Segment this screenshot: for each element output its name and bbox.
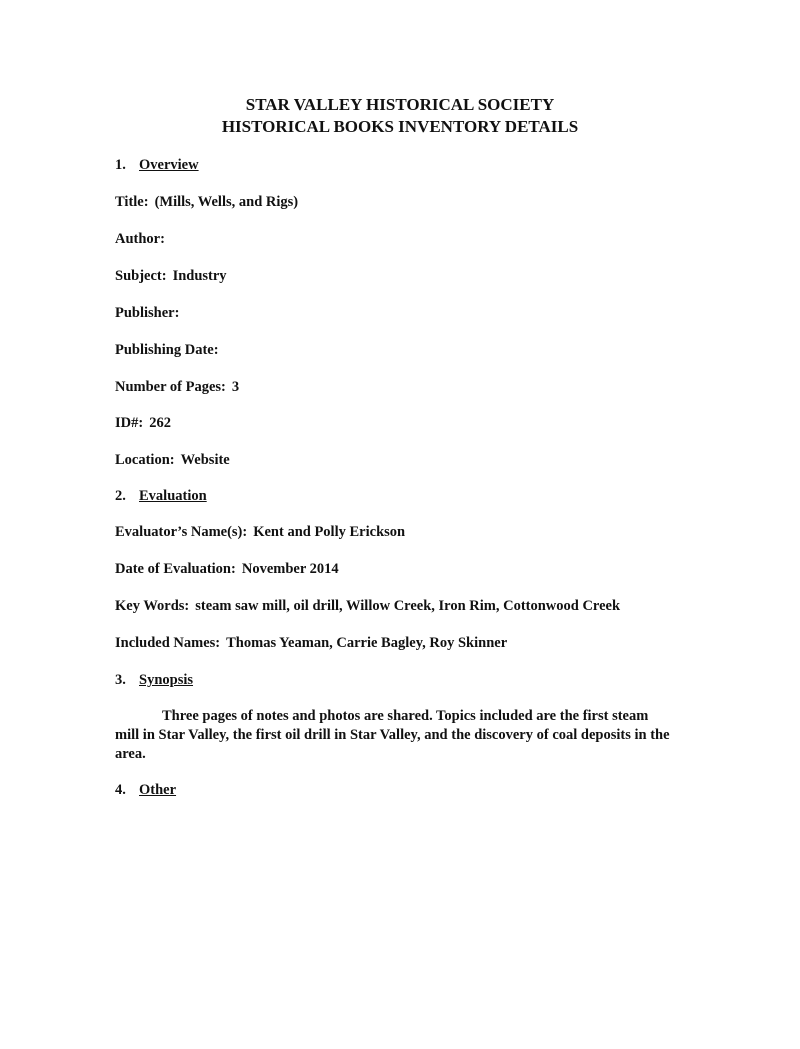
inventory-title: HISTORICAL BOOKS INVENTORY DETAILS [221,117,579,136]
pages-field [115,378,239,396]
field-label: Key Words: [115,598,190,614]
evaluators-field [115,523,405,541]
field-label: Author: [115,231,165,247]
title-field [115,193,298,211]
field-label: Included Names: [115,635,221,651]
field-value: steam saw mill, oil drill, Willow Creek, Iron Rim, Cottonwood Creek [195,598,621,614]
section-evaluation-heading [115,487,207,505]
section-title: Synopsis [139,672,194,688]
keywords-field [115,597,620,615]
section-title: Overview [139,157,199,173]
society-title: STAR VALLEY HISTORICAL SOCIETY [245,95,555,114]
field-value: 3 [231,379,240,395]
included-names-field [115,634,507,652]
section-number: 3. [115,672,126,688]
section-number: 2. [115,488,126,504]
field-value: (Mills, Wells, and Rigs) [154,194,299,210]
field-label: Publishing Date: [115,342,219,358]
section-title: Other [139,782,177,798]
field-value: Kent and Polly Erickson [253,524,406,540]
author-field [115,230,171,248]
field-label: Evaluator’s Name(s): [115,524,248,540]
field-label: Subject: [115,268,167,284]
evaluation-date-field [115,560,339,578]
field-label: Title: [115,194,149,210]
section-synopsis-heading [115,671,193,689]
section-number: 4. [115,782,126,798]
field-label: Location: [115,452,175,468]
field-value: Thomas Yeaman, Carrie Bagley, Roy Skinner [226,635,508,651]
location-field [115,451,230,469]
field-label: ID#: [115,415,144,431]
publisher-field [115,304,185,322]
field-value: Website [180,452,230,468]
field-value: Industry [172,268,227,284]
section-title: Evaluation [139,488,207,504]
synopsis-paragraph: Three pages of notes and photos are shared. Topics included are the first steam mill in Star Valley, the first oil drill in Star Valley, and the discovery of coal deposits in the area. [115,708,670,762]
publishing-date-field [115,341,225,359]
field-label: Publisher: [115,305,180,321]
field-label: Number of Pages: [115,379,226,395]
id-field [115,414,171,432]
section-number: 1. [115,157,126,173]
field-label: Date of Evaluation: [115,561,236,577]
section-other-heading [115,781,176,799]
field-value: 262 [149,415,171,431]
field-value: November 2014 [241,561,339,577]
subject-field [115,267,227,285]
section-overview-heading [115,156,199,174]
